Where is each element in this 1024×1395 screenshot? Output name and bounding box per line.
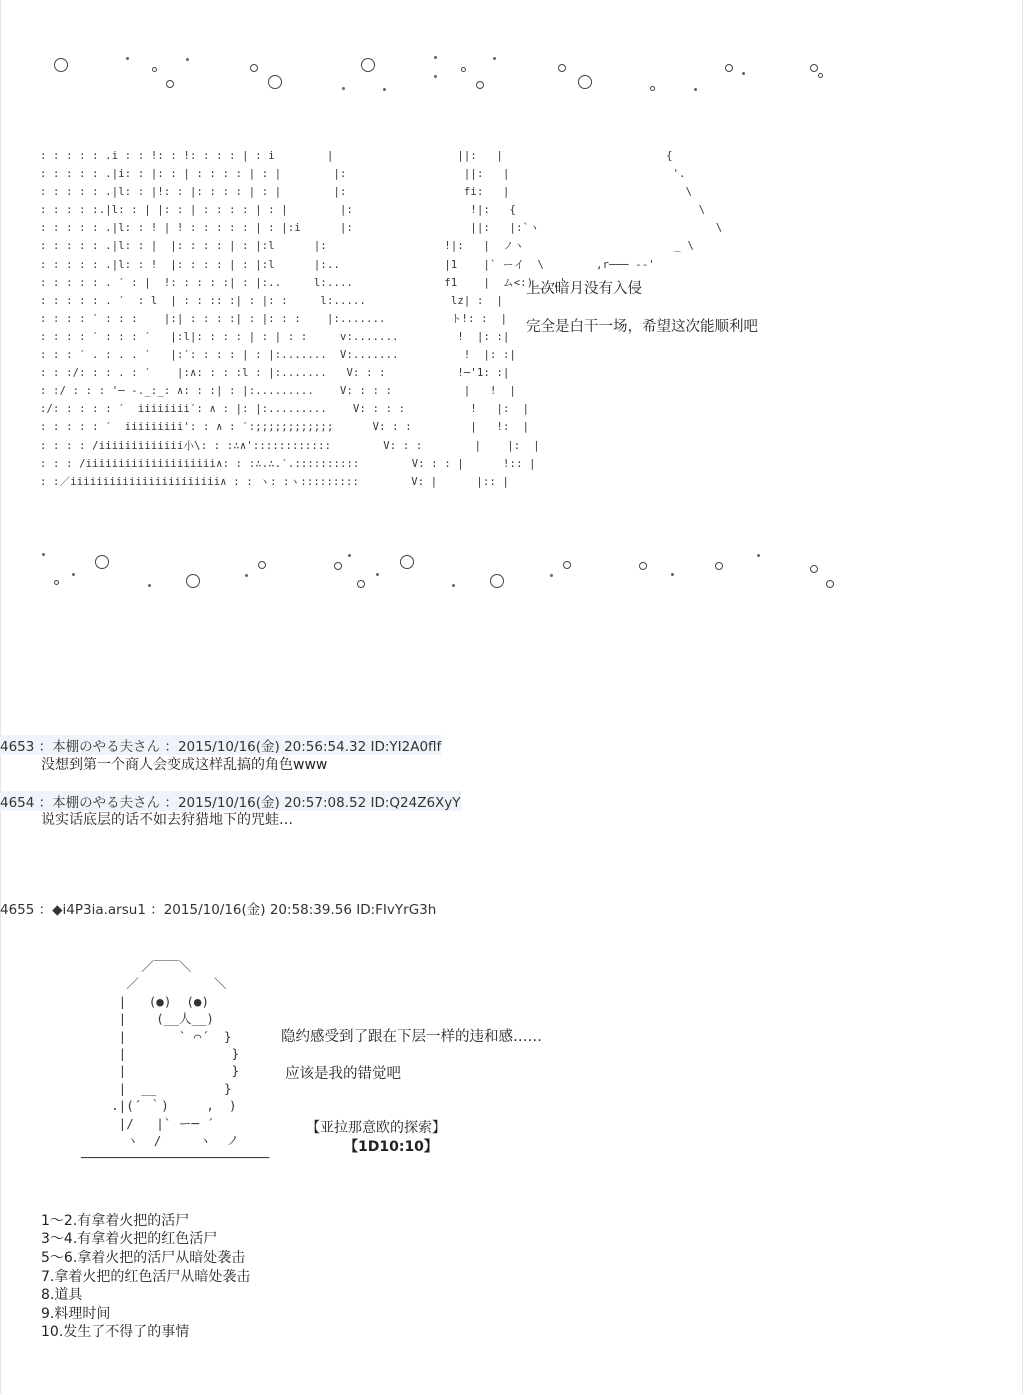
ascii-art-line: : : : : : .|l: : ! |: : : : | : |:l |:.. |1 |` ーイ \ ,r─── -‐' <box>40 258 655 271</box>
ascii-art-line: | } <box>66 1046 240 1062</box>
dialogue-line-3: 隐约感受到了跟在下层一样的违和感…… <box>281 1029 542 1045</box>
ascii-art-line: : : : : : .|l: : | |: : : : | : |:l |: !|: | ノヽ _ \ <box>40 240 694 253</box>
ascii-art-line: :/: : : : : ′ iiiiiiii′: ∧ : |: |:......... V: : : : ! |: | <box>40 403 530 416</box>
dialogue-line-2: 完全是白干一场，希望这次能顺利吧 <box>526 319 758 335</box>
ascii-art-line: : : : : ′ : : : ′ |:l|: : : : | : | : : v:....... ! |: :| <box>40 330 510 343</box>
ascii-art-line: : : : : : .i : : !: : !: : : : | : i | ||: | { <box>40 150 673 162</box>
ascii-art-line: | ` ⌒´ } <box>66 1028 232 1044</box>
ascii-art-line: : : : /iiiiiiiiiiiiiiiiiiii∧: : :∴.∴.′.:::::::::: V: : : | !:: | <box>40 457 536 470</box>
ascii-art-line: | __ } <box>66 1080 232 1096</box>
dialogue-line-4: 应该是我的错觉吧 <box>285 1066 401 1082</box>
ascii-art-line: | } <box>66 1063 240 1079</box>
ascii-art-line: : : : : : . ′ : | !: : : : :| : |:.. l:.... f1 | ム<:)___,' <box>40 276 566 289</box>
ascii-art-line: : :/ : : : '─ -._:_: ∧: : :| : |:......... V: : : : | ! | <box>40 385 517 398</box>
dialogue-line-1: 上次暗月没有入侵 <box>526 281 642 297</box>
ascii-art-line: ───────────────────────── <box>66 1150 270 1166</box>
list-item: 9.料理时间 <box>41 1306 111 1322</box>
dice-roll: 【1D10:10】 <box>344 1139 438 1155</box>
ascii-art-line: : : : : : .|i: : |: : | : : : : | : | |: ||: | '. <box>40 168 686 181</box>
ascii-art-line: |/ |` ー─ ´ <box>66 1115 222 1131</box>
ascii-art-line: : : : : : ′ iiiiiiiii': : ∧ : ′:;;;;;;;;;;;; V: : : | !: | <box>40 421 530 434</box>
ascii-art-line: : : : : :.|l: : | |: : | : : : : | : | |: !|: { \ <box>40 204 706 217</box>
ascii-art-line: : : : : : . ′ : l | : : :: :| : |: : l:..... lz| : | <box>40 294 504 307</box>
ascii-art-line: : : : : : .|l: : ! | ! : : : : : | : |:i |: ||: |:`ヽ \ <box>40 222 723 235</box>
list-item: 3～4.有拿着火把的红色活尸 <box>41 1231 218 1247</box>
post-body-4654: 说实话底层的话不如去狩猎地下的咒蛙… <box>41 812 293 828</box>
list-item: 8.道具 <box>41 1287 83 1303</box>
ascii-art-line: | (__人__) <box>66 1011 214 1027</box>
ascii-art-line: : : : ′ . : . . ′ |:′: : : : | : |:....... V:....... ! |: :| <box>40 349 517 362</box>
ascii-art-line: .|(´ ｀) , ) <box>66 1098 237 1114</box>
ascii-art-line: ／￣￣＼ <box>66 959 192 974</box>
ascii-art-line: : : : : ′ : : : |:| : : : :| : |: : : |:....... ト!: : | <box>40 312 508 325</box>
ascii-art-line: ヽ / ヽ ノ <box>66 1133 239 1149</box>
post-body-4653: 没想到第一个商人会变成这样乱搞的角色www <box>41 757 328 773</box>
ascii-art-line: : : : : /iiiiiiiiiiiii小\: : :∴∧':::::::::::: V: : : | |: | <box>40 439 540 452</box>
post-header-4655: 4655 ：◆i4P3ia.arsu1 ：2015/10/16(金) 20:58:39.56 ID:FIvYrG3h <box>0 902 437 918</box>
list-item: 7.拿着火把的红色活尸从暗处袭击 <box>41 1269 251 1285</box>
exploration-title: 【亚拉那意欧的探索】 <box>306 1120 446 1136</box>
list-item: 1～2.有拿着火把的活尸 <box>41 1213 190 1229</box>
post-header-4653: 4653 ：本棚のやる夫さん ：2015/10/16(金) 20:56:54.32 ID:YI2A0flf <box>0 735 441 755</box>
post-header-4654: 4654 ：本棚のやる夫さん ：2015/10/16(金) 20:57:08.52 ID:Q24Z6XyY <box>0 791 461 811</box>
list-item: 10.发生了不得了的事情 <box>41 1324 190 1340</box>
ascii-art-line: | (●) (●) <box>66 993 209 1009</box>
ascii-art-yaruo <box>66 958 269 1167</box>
ascii-art-line: : : :/: : : . : ′ |:∧: : : :l : |:....... V: : : !─'1: :| <box>40 367 510 380</box>
ascii-art-line: ／ ＼ <box>66 976 227 992</box>
list-item: 5～6.拿着火把的活尸从暗处袭击 <box>41 1250 246 1266</box>
ascii-art-line: : : : : : .|l: : |!: : |: : : : | : | |: fi: | \ <box>40 186 693 199</box>
ascii-art-line: : :／iiiiiiiiiiiiiiiiiiiiiii∧ : : ヽ: :ヽ::::::::: V: | |:: | <box>40 475 510 488</box>
